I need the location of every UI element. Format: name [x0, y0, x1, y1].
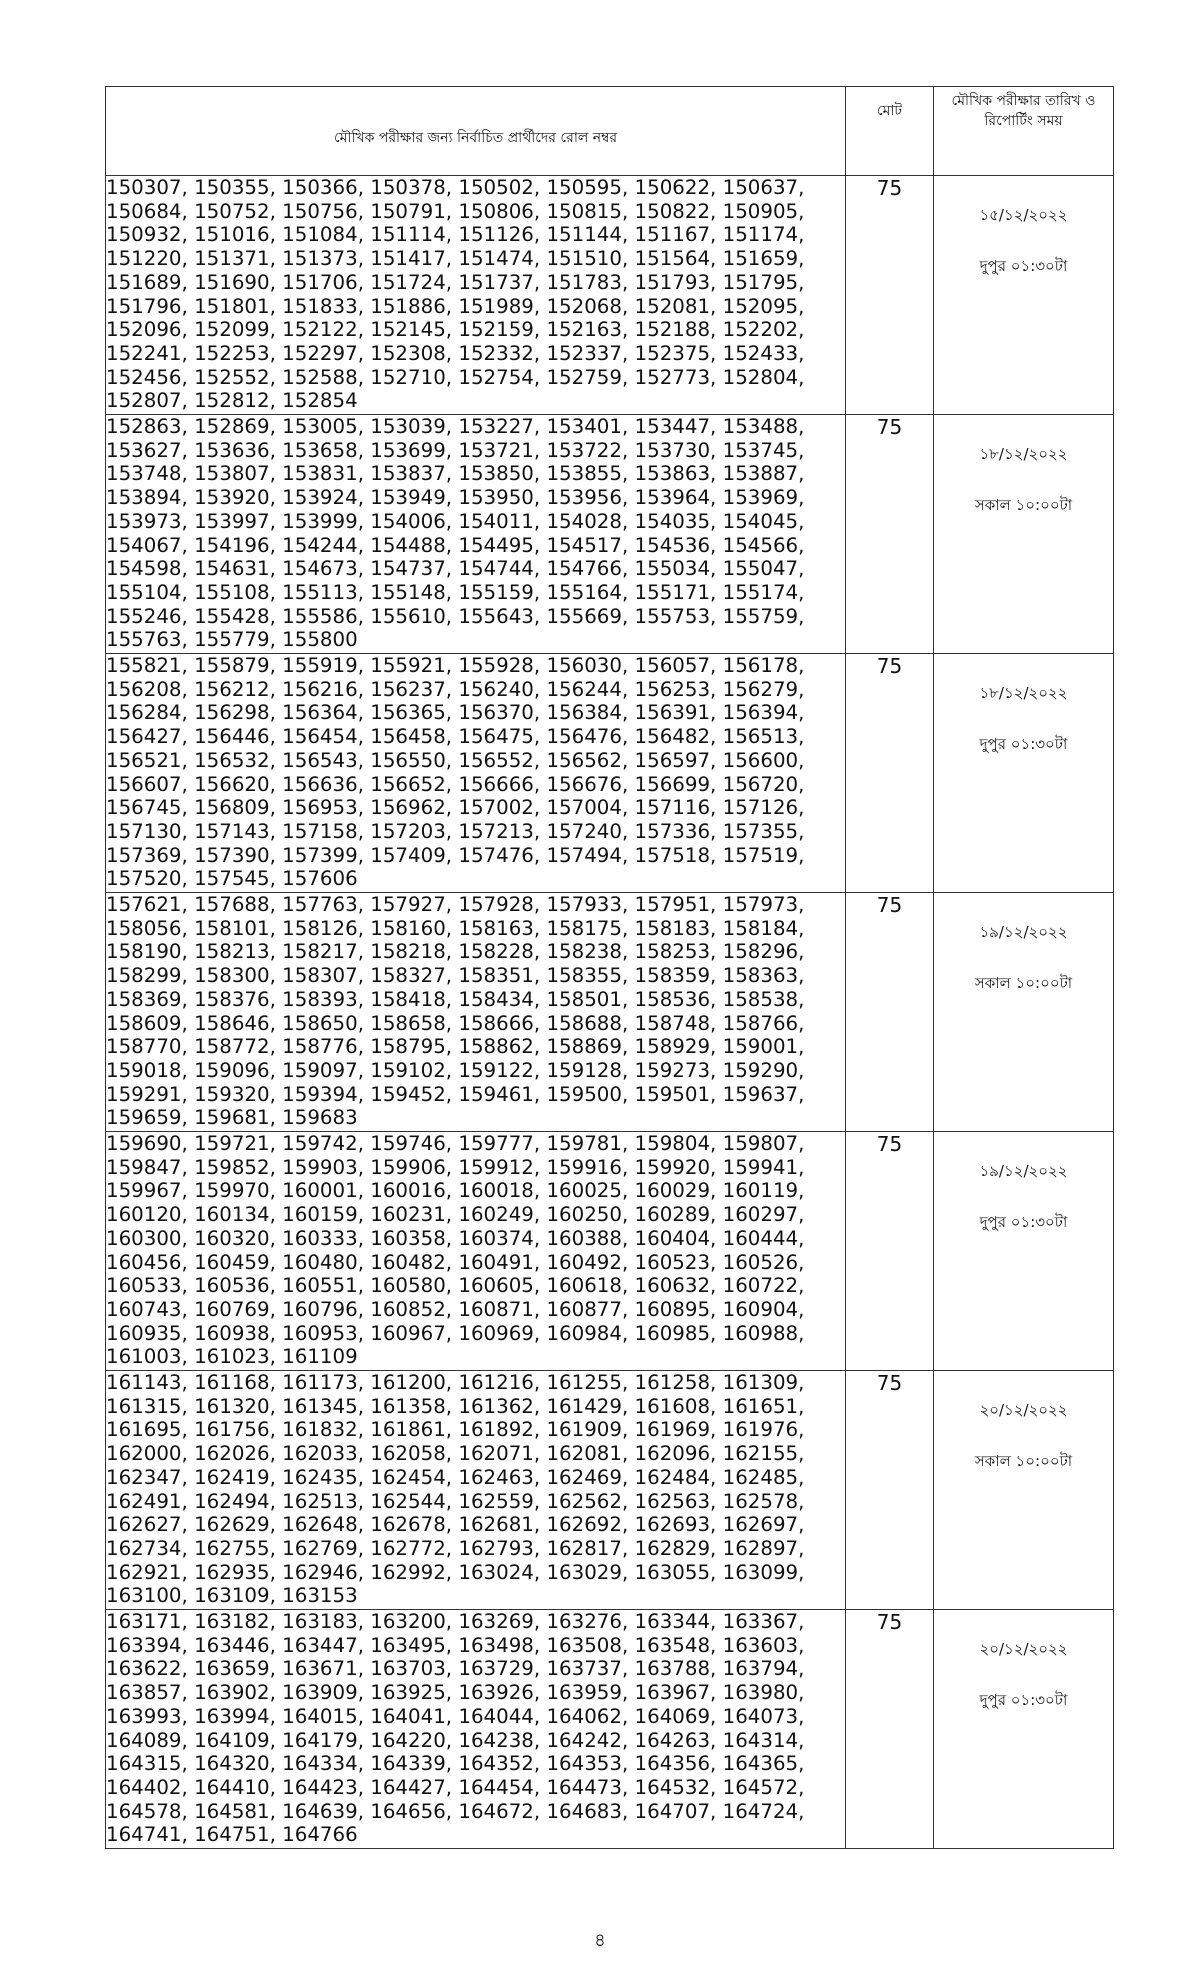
total-cell: 75: [846, 1371, 934, 1610]
viva-date: ১৯/১২/২০২২: [979, 923, 1068, 941]
reporting-time: সকাল ১০:০০টা: [974, 1452, 1073, 1470]
table-header-row: [106, 87, 1114, 176]
roll-numbers-cell: 155821, 155879, 155919, 155921, 155928, 156030, 156057, 156178, 156208, 156212, 156216, 156237, 156240, 156244, 156253, 156279, 156284, 156298, 156364, 156365, 156370, 156384, 156391, 156394, 156427, 156446, 156454, 156458, 156475, 156476, 156482, 156513, 156521, 156532, 156543, 156550, 156552, 156562, 156597, 156600, 156607, 156620, 156636, 156652, 156666, 156676, 156699, 156720, 156745, 156809, 156953, 156962, 157002, 157004, 157116, 157126, 157130, 157143, 157158, 157203, 157213, 157240, 157336, 157355, 157369, 157390, 157399, 157409, 157476, 157494, 157518, 157519, 157520, 157545, 157606: [106, 654, 846, 893]
total-cell: 75: [846, 1610, 934, 1849]
schedule-cell: [934, 893, 1114, 1132]
table-row: [106, 1371, 1114, 1610]
table-row: [106, 415, 1114, 654]
reporting-time: সকাল ১০:০০টা: [974, 496, 1073, 514]
viva-date: ১৮/১২/২০২২: [979, 684, 1068, 702]
table-row: [106, 654, 1114, 893]
total-cell: 75: [846, 654, 934, 893]
viva-date: ১৯/১২/২০২২: [979, 1162, 1068, 1180]
viva-date: ২০/১২/২০২২: [979, 1640, 1068, 1658]
roll-numbers-cell: 150307, 150355, 150366, 150378, 150502, 150595, 150622, 150637, 150684, 150752, 150756, 150791, 150806, 150815, 150822, 150905, 150932, 151016, 151084, 151114, 151126, 151144, 151167, 151174, 151220, 151371, 151373, 151417, 151474, 151510, 151564, 151659, 151689, 151690, 151706, 151724, 151737, 151783, 151793, 151795, 151796, 151801, 151833, 151886, 151989, 152068, 152081, 152095, 152096, 152099, 152122, 152145, 152159, 152163, 152188, 152202, 152241, 152253, 152297, 152308, 152332, 152337, 152375, 152433, 152456, 152552, 152588, 152710, 152754, 152759, 152773, 152804, 152807, 152812, 152854: [106, 176, 846, 415]
table-row: [106, 1610, 1114, 1849]
schedule-cell: [934, 415, 1114, 654]
total-cell: 75: [846, 1132, 934, 1371]
viva-date: ১৮/১২/২০২২: [979, 445, 1068, 463]
viva-date: ১৫/১২/২০২২: [979, 206, 1068, 224]
roll-numbers-cell: 163171, 163182, 163183, 163200, 163269, 163276, 163344, 163367, 163394, 163446, 163447, 163495, 163498, 163508, 163548, 163603, 163622, 163659, 163671, 163703, 163729, 163737, 163788, 163794, 163857, 163902, 163909, 163925, 163926, 163959, 163967, 163980, 163993, 163994, 164015, 164041, 164044, 164062, 164069, 164073, 164089, 164109, 164179, 164220, 164238, 164242, 164263, 164314, 164315, 164320, 164334, 164339, 164352, 164353, 164356, 164365, 164402, 164410, 164423, 164427, 164454, 164473, 164532, 164572, 164578, 164581, 164639, 164656, 164672, 164683, 164707, 164724, 164741, 164751, 164766: [106, 1610, 846, 1849]
header-schedule: মৌখিক পরীক্ষার তারিখ ও রিপোর্টিং সময়: [934, 87, 1114, 176]
roll-numbers-cell: 152863, 152869, 153005, 153039, 153227, 153401, 153447, 153488, 153627, 153636, 153658, 153699, 153721, 153722, 153730, 153745, 153748, 153807, 153831, 153837, 153850, 153855, 153863, 153887, 153894, 153920, 153924, 153949, 153950, 153956, 153964, 153969, 153973, 153997, 153999, 154006, 154011, 154028, 154035, 154045, 154067, 154196, 154244, 154488, 154495, 154517, 154536, 154566, 154598, 154631, 154673, 154737, 154744, 154766, 155034, 155047, 155104, 155108, 155113, 155148, 155159, 155164, 155171, 155174, 155246, 155428, 155586, 155610, 155643, 155669, 155753, 155759, 155763, 155779, 155800: [106, 415, 846, 654]
roll-numbers-cell: 161143, 161168, 161173, 161200, 161216, 161255, 161258, 161309, 161315, 161320, 161345, 161358, 161362, 161429, 161608, 161651, 161695, 161756, 161832, 161861, 161892, 161909, 161969, 161976, 162000, 162026, 162033, 162058, 162071, 162081, 162096, 162155, 162347, 162419, 162435, 162454, 162463, 162469, 162484, 162485, 162491, 162494, 162513, 162544, 162559, 162562, 162563, 162578, 162627, 162629, 162648, 162678, 162681, 162692, 162693, 162697, 162734, 162755, 162769, 162772, 162793, 162817, 162829, 162897, 162921, 162935, 162946, 162992, 163024, 163029, 163055, 163099, 163100, 163109, 163153: [106, 1371, 846, 1610]
table-row: [106, 176, 1114, 415]
roll-numbers-cell: 159690, 159721, 159742, 159746, 159777, 159781, 159804, 159807, 159847, 159852, 159903, 159906, 159912, 159916, 159920, 159941, 159967, 159970, 160001, 160016, 160018, 160025, 160029, 160119, 160120, 160134, 160159, 160231, 160249, 160250, 160289, 160297, 160300, 160320, 160333, 160358, 160374, 160388, 160404, 160444, 160456, 160459, 160480, 160482, 160491, 160492, 160523, 160526, 160533, 160536, 160551, 160580, 160605, 160618, 160632, 160722, 160743, 160769, 160796, 160852, 160871, 160877, 160895, 160904, 160935, 160938, 160953, 160967, 160969, 160984, 160985, 160988, 161003, 161023, 161109: [106, 1132, 846, 1371]
header-roll-numbers: মৌখিক পরীক্ষার জন্য নির্বাচিত প্রার্থীদের রোল নম্বর: [106, 87, 846, 176]
reporting-time: দুপুর ০১:৩০টা: [979, 735, 1068, 753]
table-row: [106, 893, 1114, 1132]
reporting-time: সকাল ১০:০০টা: [974, 974, 1073, 992]
viva-date: ২০/১২/২০২২: [979, 1401, 1068, 1419]
total-cell: 75: [846, 415, 934, 654]
schedule-cell: [934, 1132, 1114, 1371]
schedule-cell: [934, 1610, 1114, 1849]
schedule-cell: [934, 654, 1114, 893]
total-cell: 75: [846, 893, 934, 1132]
roll-numbers-cell: 157621, 157688, 157763, 157927, 157928, 157933, 157951, 157973, 158056, 158101, 158126, 158160, 158163, 158175, 158183, 158184, 158190, 158213, 158217, 158218, 158228, 158238, 158253, 158296, 158299, 158300, 158307, 158327, 158351, 158355, 158359, 158363, 158369, 158376, 158393, 158418, 158434, 158501, 158536, 158538, 158609, 158646, 158650, 158658, 158666, 158688, 158748, 158766, 158770, 158772, 158776, 158795, 158862, 158869, 158929, 159001, 159018, 159096, 159097, 159102, 159122, 159128, 159273, 159290, 159291, 159320, 159394, 159452, 159461, 159500, 159501, 159637, 159659, 159681, 159683: [106, 893, 846, 1132]
reporting-time: দুপুর ০১:৩০টা: [979, 1213, 1068, 1231]
page-number: ৪: [594, 1930, 606, 1951]
total-cell: 75: [846, 176, 934, 415]
viva-schedule-table: [105, 86, 1114, 1849]
table-row: [106, 1132, 1114, 1371]
reporting-time: দুপুর ০১:৩০টা: [979, 257, 1068, 275]
schedule-cell: [934, 176, 1114, 415]
schedule-cell: [934, 1371, 1114, 1610]
reporting-time: দুপুর ০১:৩০টা: [979, 1691, 1068, 1709]
header-total: মোট: [846, 87, 934, 176]
